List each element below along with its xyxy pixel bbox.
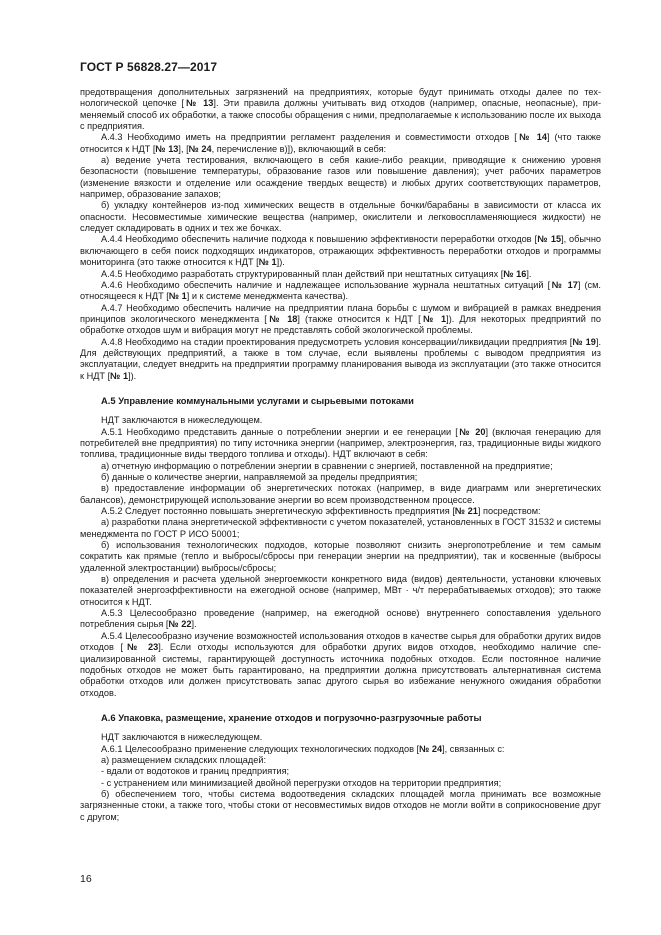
paragraph: б) данные о количестве энергии, направляемой за пределы предприятия; (101, 472, 418, 482)
section-heading: А.5 Управление коммунальными услугами и сырьевыми потоками (101, 394, 414, 406)
paragraph: - вдали от водотоков и границ предприятия; (101, 766, 290, 777)
document-body (80, 87, 601, 823)
paragraph: а) отчетную информацию о потреблении энергии в сравнении с энергией, поставленной на предприятие; (101, 460, 553, 471)
paragraph: А.4.3 Необходимо иметь на предприятии регламент разделения и совместимости отходов [№ 14] (что также относится к НДТ [№ 13], [№ 24, перечисление в)]), включающий в себя: (80, 132, 601, 154)
paragraph: А.4.8 Необходимо на стадии проектирования предусмотреть условия консервации/ликвидации предприятия [№ 19]. Для действующих предприятий, а также в том случае, если выявлены проблемы с выводом предприятия из эксплуатации, следует внедрить на предприятии программу планирования вывода из эксплуатации (это также относится к НДТ [№ 1]). (80, 336, 602, 381)
paragraph: НДТ заключаются в нижеследующем. (101, 732, 263, 743)
paragraph: НДТ заключаются в нижеследующем. (101, 415, 263, 426)
paragraph: б) использования технологических подходов, которые позволяют снизить энергопотребление и тем самым сократить как прямые (тепло и выбросы/сбросы при генерации энергии на предприятии), так и косвенные (выбросы удаленной электростанции) выбросы/сбросы; (80, 540, 601, 573)
paragraph: б) укладку контейнеров из-под химических веществ в отдельные бочки/барабаны в зависимости от класса их опасности. Несовместимые химические вещества (например, окислители и легковоспламеняющиеся жидкости) не следует складировать в одних и тех же бочках. (80, 200, 601, 234)
paragraph: А.4.5 Необходимо разработать структурированный план действий при нештатных ситуациях [№ 16]. (101, 268, 532, 279)
paragraph: а) разработки плана энергетической эффективности с учетом показателей, установленных в ГОСТ 31532 и системы менеджмента по ГОСТ Р ИСО 50001; (80, 517, 601, 539)
paragraph: А.4.6 Необходимо обеспечить наличие и надлежащее использование журнала нештатных ситуаций [№ 17] (см. относящееся к НДТ [№ 1] и к системе менеджмента качества). (80, 279, 601, 302)
paragraph: А.5.1 Необходимо представить данные о потреблении энергии и ее генерации [№ 20] (включая генерацию для потребителей вне предприятия) по типу источника энергии (например, электроэнергия, газ, традиционные виды жидкого топлива, традиционные виды твердого топлива и отходы). НДТ включают в себя: (80, 426, 601, 460)
paragraph: в) предоставление информации об энергетических потоках (например, в виде диаграмм или энергетических балансов), демонстрирующей использование энергии во всем производственном процессе. (80, 483, 601, 505)
paragraph: А.5.4 Целесообразно изучение возможностей использования отходов в качестве сырья для обработки других видов отходов [№ 23]. Если отходы используются для обработки других видов отходов, необходимо наличие специализированной системы, гарантирующей доступность источника подобных отходов. Если постоянное наличие подобных отходов не может быть гарантировано, на предприятии должна присутствовать альтернативная система обработки отходов или должен присутствовать запас другого сырья во избежание ненужного ожидания обработки отходов. (80, 630, 601, 698)
paragraph: А.4.7 Необходимо обеспечить наличие на предприятии плана борьбы с шумом и вибрацией в рамках внедрения принципов экологического менеджмента [№ 18] (также относится к НДТ [№ 1]). Для некоторых предприятий по обработке отходов шум и вибрация могут не представлять собой экологической проблемы. (80, 302, 602, 336)
paragraph: б) обеспечением того, чтобы система водоотведения складских площадей могла принимать все возможные загрязненные стоки, а также того, чтобы стоки от несовместимых видов отходов не могли войти в соприкосновение друг с другом; (80, 788, 601, 822)
paragraph: предотвращения дополнительных загрязнений на предприятиях, которые будут принимать отходы далее по технологической цепочке [№ 13]. Эти правила должны учитывать вид отходов (например, опасные, неопасные), применяемый способ их обработки, а также способы обращения с ними, предполагаемые к использованию после их выхода с предприятия. (80, 87, 601, 132)
paragraph: а) ведение учета тестирования, включающего в себя какие-либо реакции, приводящие к снижению уровня безопасности (повышение температуры, образование газов или повышение давления); учет рабочих параметров (изменение вязкости и отделение или осаждение твердых веществ) и любых других соответствующих параметров, например, образование запахов; (80, 155, 601, 200)
page-number: 16 (80, 873, 92, 885)
paragraph: в) определения и расчета удельной энергоемкости конкретного вида (видов) деятельности, установки ключевых показателей энергоэффективности на ежегодной основе (например, МВт · ч/т перерабатываемых отходов); это также относится к НДТ. (80, 574, 601, 607)
paragraph: А.5.3 Целесообразно проведение (например, на ежегодной основе) внутреннего сопоставления удельного потребления сырья [№ 22]. (80, 608, 601, 630)
paragraph: А.4.4 Необходимо обеспечить наличие подхода к повышению эффективности переработки отходов [№ 15], обычно включающего в себя поиск подходящих индикаторов, отражающих эффективность переработки отходов и программы мониторинга (это также относится к НДТ [№ 1]). (80, 234, 602, 268)
paragraph: А.6.1 Целесообразно применение следующих технологических подходов [№ 24], связанных с: (101, 743, 505, 754)
paragraph: - с устранением или минимизацией двойной перегрузки отходов на территории предприятия; (101, 777, 502, 788)
section-heading: А.6 Упаковка, размещение, хранение отходов и погрузочно-разгрузочные работы (101, 711, 482, 723)
paragraph: А.5.2 Следует постоянно повышать энергетическую эффективность предприятия [№ 21] посредством: (101, 506, 541, 517)
document-header: ГОСТ Р 56828.27—2017 (80, 60, 218, 74)
paragraph: а) размещением складских площадей: (101, 754, 267, 765)
